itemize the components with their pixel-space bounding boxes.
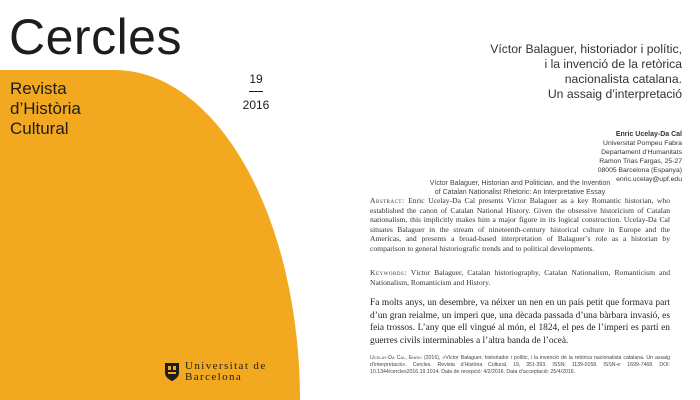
issue-info <box>236 72 276 112</box>
author-affiliation: Departament d’Humanitats <box>601 149 682 156</box>
keywords <box>370 268 670 287</box>
english-title <box>370 179 670 197</box>
article-title-line: Víctor Balaguer, historiador i polític, <box>490 42 682 56</box>
article-title-line: nacionalista catalana. <box>564 72 682 86</box>
article-title <box>402 42 682 102</box>
keywords-text: Víctor Balaguer, Catalan historiography, Catalan Nationalism, Romanticism and Nationalism, Romanticism and History. <box>370 268 670 287</box>
author-affiliation: Ramon Trias Fargas, 25-27 <box>599 158 682 165</box>
university-crest-icon <box>164 362 180 382</box>
english-title-line: Víctor Balaguer, Historian and Politician, and the Invention <box>429 180 611 187</box>
author-affiliation: 08005 Barcelona (Espanya) <box>597 167 682 174</box>
issue-number: 19 <box>249 72 263 86</box>
english-title-line: of Catalan Nationalist Rhetoric: An Interpretative Essay <box>434 189 606 196</box>
article-title-line: Un assaig d’interpretació <box>547 87 682 101</box>
university-logo <box>164 361 267 383</box>
article-page <box>300 0 700 400</box>
subtitle-line: Revista <box>10 79 67 98</box>
issue-year: 2016 <box>242 98 270 112</box>
journal-title: Cercles <box>9 9 182 65</box>
citation-author: Ucelay-Da Cal, Enric <box>370 355 422 361</box>
author-block <box>598 130 682 184</box>
journal-subtitle <box>10 79 81 139</box>
subtitle-line: Cultural <box>10 119 69 138</box>
subtitle-line: d’Història <box>10 99 81 118</box>
issue-divider <box>249 91 263 92</box>
university-name-line: Universitat de <box>185 360 267 372</box>
author-name: Enric Ucelay-Da Cal <box>615 131 682 138</box>
citation-text: (2016), «Víctor Balaguer, historiador i polític, i la invenció de la retòrica nacionalista catalana. Un assaig d’interpretació». Cercles. Revista d’Història Cultural, 19, 351-393. ISSN: 1139-0158. ISSN-e: 1699-7468. DOI: 10.1344/cercles2016.19.1014. Data de recepció: 4/2/2016. Data d’acceptació: 25/4/2016. <box>370 355 670 376</box>
article-body-paragraph: Fa molts anys, un desembre, va néixer un nen en un país petit que formava part d’un gran reialme, un imperi que, una dècada passada d’una bàrbara invasió, es feia trossos. L’any que ell vingué al món, el 1824, el pes de l’imperi es partí en guerres civils interminables a l’altra banda de l’oceà. <box>370 298 670 346</box>
citation-note <box>370 355 670 377</box>
abstract-label: Abstract: <box>370 196 405 205</box>
abstract-text: Enric Ucelay-Da Cal presents Víctor Balaguer as a key Romantic historian, who established the canon of Catalan National History. Given the obsessive historicism of Catalan nationalism, this implicitly makes him a major figure in its logical construction. Ucelay-Da Cal situates Balaguer in the stream of nineteenth-century historical culture in Europe and the Americas, and presents a broad-based interpretation of Balaguer’s role as a historian by comparison to general historiografic trends and to political developments. <box>370 196 670 253</box>
abstract <box>370 196 670 254</box>
article-title-line: i la invenció de la retòrica <box>544 57 682 71</box>
author-email: enric.ucelay@upf.edu <box>616 176 682 183</box>
journal-cover <box>0 0 300 400</box>
author-affiliation: Universitat Pompeu Fabra <box>603 140 682 147</box>
university-name-line: Barcelona <box>185 371 243 383</box>
university-name <box>185 361 267 383</box>
keywords-label: Keywords: <box>370 268 407 277</box>
